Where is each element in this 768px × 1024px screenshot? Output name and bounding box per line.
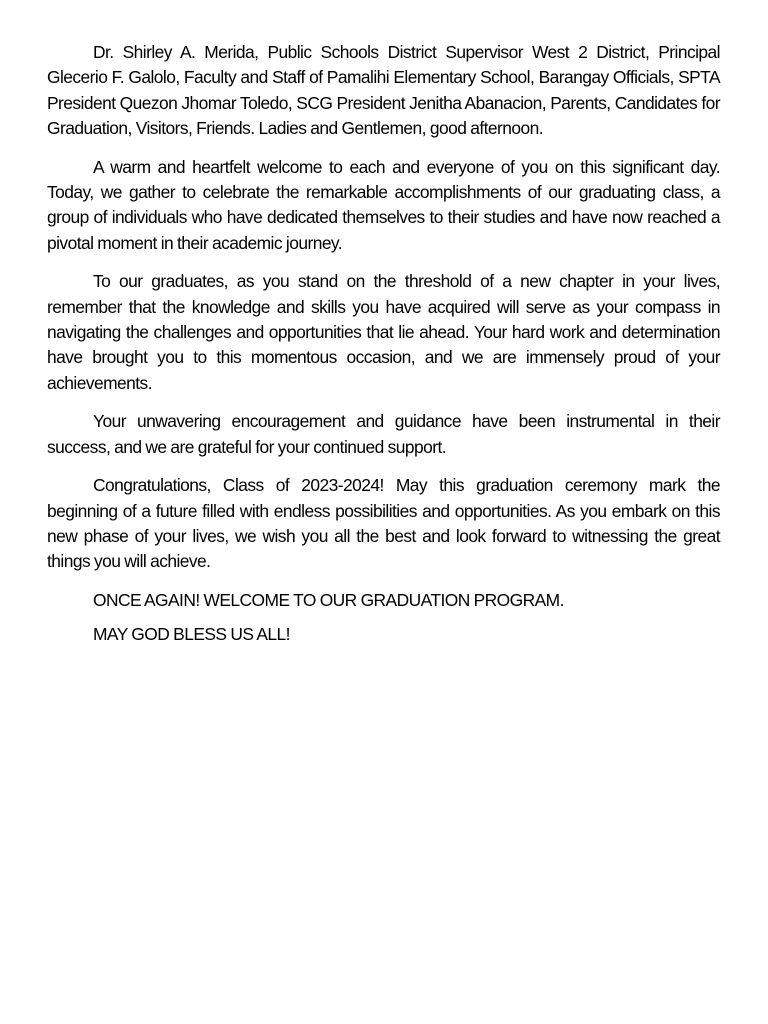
paragraph-congratulations: Congratulations, Class of 2023-2024! May this graduation ceremony mark the beginning of a future filled with endless possibilities and opportunities. As you embark on this new phase of your lives, we wish you all the best and look forward to witnessing the great things you will achieve. bbox=[47, 475, 720, 572]
closing-blessing-line: MAY GOD BLESS US ALL! bbox=[93, 624, 290, 645]
paragraph-salutation: Dr. Shirley A. Merida, Public Schools District Supervisor West 2 District, Principal Glecerio F. Galolo, Faculty and Staff of Pamalihi Elementary School, Barangay Officials, SPTA President Quezon Jhomar Toledo, SCG President Jenitha Abanacion, Parents, Candidates for Graduation, Visitors, Friends. Ladies and Gentlemen, good afternoon. bbox=[47, 42, 720, 139]
paragraph-gratitude: Your unwavering encouragement and guidance have been instrumental in their success, and we are grateful for your continued support. bbox=[47, 411, 720, 457]
paragraph-welcome: A warm and heartfelt welcome to each and everyone of you on this significant day. Today, we gather to celebrate the remarkable accomplishments of our graduating class, a group of individuals who have dedicated themselves to their studies and have now reached a pivotal moment in their academic journey. bbox=[47, 156, 720, 253]
closing-welcome-line: ONCE AGAIN! WELCOME TO OUR GRADUATION PROGRAM. bbox=[93, 589, 564, 610]
paragraph-to-graduates: To our graduates, as you stand on the threshold of a new chapter in your lives, remember that the knowledge and skills you have acquired will serve as your compass in navigating the challenges and opportunities that lie ahead. Your hard work and determination have brought you to this momentous occasion, and we are immensely proud of your achievements. bbox=[47, 271, 720, 393]
document-page bbox=[47, 40, 720, 657]
